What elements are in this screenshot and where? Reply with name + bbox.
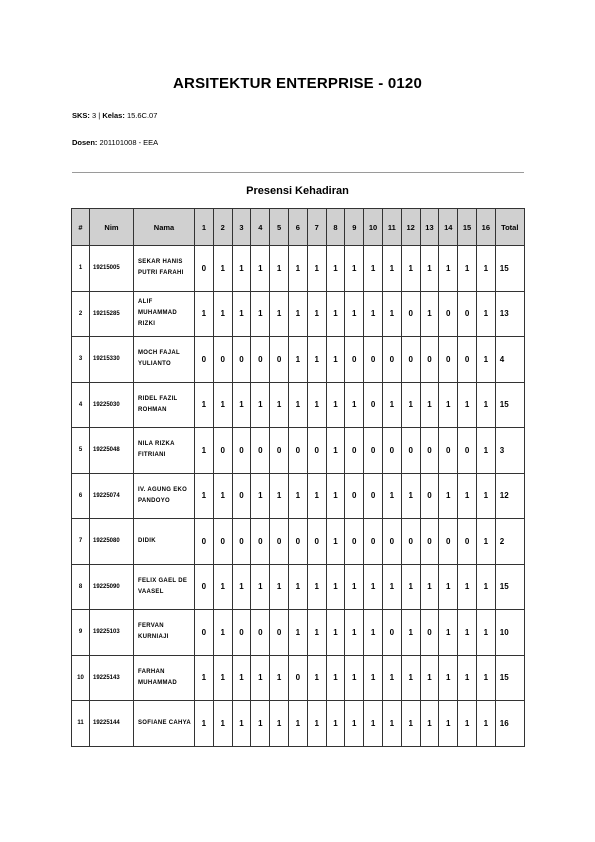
attendance-cell: 1 bbox=[307, 564, 326, 610]
student-nim: 19215285 bbox=[90, 291, 134, 337]
attendance-cell: 0 bbox=[270, 519, 289, 565]
attendance-cell: 1 bbox=[345, 701, 364, 747]
attendance-cell: 1 bbox=[307, 701, 326, 747]
attendance-cell: 1 bbox=[458, 610, 477, 656]
column-header: 10 bbox=[364, 209, 383, 246]
attendance-cell: 1 bbox=[458, 382, 477, 428]
attendance-cell: 0 bbox=[420, 610, 439, 656]
attendance-cell: 1 bbox=[364, 291, 383, 337]
attendance-cell: 1 bbox=[326, 701, 345, 747]
attendance-cell: 1 bbox=[288, 337, 307, 383]
attendance-total: 15 bbox=[495, 564, 524, 610]
attendance-cell: 1 bbox=[270, 382, 289, 428]
attendance-cell: 0 bbox=[251, 610, 270, 656]
attendance-total: 2 bbox=[495, 519, 524, 565]
column-header: 7 bbox=[307, 209, 326, 246]
attendance-cell: 0 bbox=[213, 428, 232, 474]
attendance-cell: 1 bbox=[213, 473, 232, 519]
column-header: 16 bbox=[476, 209, 495, 246]
attendance-cell: 1 bbox=[382, 655, 401, 701]
attendance-cell: 0 bbox=[382, 337, 401, 383]
attendance-cell: 1 bbox=[288, 246, 307, 292]
attendance-cell: 0 bbox=[382, 610, 401, 656]
attendance-cell: 1 bbox=[420, 291, 439, 337]
attendance-cell: 1 bbox=[420, 564, 439, 610]
table-row bbox=[72, 701, 525, 747]
attendance-cell: 0 bbox=[270, 428, 289, 474]
attendance-cell: 1 bbox=[458, 473, 477, 519]
attendance-cell: 0 bbox=[364, 428, 383, 474]
attendance-cell: 1 bbox=[307, 246, 326, 292]
attendance-cell: 1 bbox=[326, 519, 345, 565]
attendance-cell: 1 bbox=[307, 473, 326, 519]
column-header: 6 bbox=[288, 209, 307, 246]
attendance-cell: 1 bbox=[382, 473, 401, 519]
attendance-cell: 1 bbox=[251, 564, 270, 610]
attendance-cell: 1 bbox=[401, 473, 420, 519]
table-row bbox=[72, 519, 525, 565]
attendance-cell: 1 bbox=[195, 473, 214, 519]
column-header: 3 bbox=[232, 209, 251, 246]
attendance-cell: 1 bbox=[195, 382, 214, 428]
attendance-cell: 0 bbox=[420, 519, 439, 565]
column-header: # bbox=[72, 209, 90, 246]
attendance-cell: 1 bbox=[326, 564, 345, 610]
attendance-cell: 1 bbox=[345, 382, 364, 428]
attendance-cell: 0 bbox=[420, 428, 439, 474]
attendance-cell: 1 bbox=[364, 701, 383, 747]
column-header: Nim bbox=[90, 209, 134, 246]
attendance-cell: 1 bbox=[458, 701, 477, 747]
attendance-cell: 1 bbox=[326, 655, 345, 701]
attendance-cell: 1 bbox=[345, 564, 364, 610]
attendance-cell: 1 bbox=[476, 382, 495, 428]
attendance-cell: 1 bbox=[345, 246, 364, 292]
attendance-cell: 1 bbox=[251, 291, 270, 337]
table-row bbox=[72, 291, 525, 337]
table-body bbox=[72, 246, 525, 747]
student-nim: 19225048 bbox=[90, 428, 134, 474]
row-number: 11 bbox=[72, 701, 90, 747]
student-name: ALIF MUHAMMAD RIZKI bbox=[134, 291, 195, 337]
student-name: FELIX GAEL DE VAASEL bbox=[134, 564, 195, 610]
attendance-cell: 1 bbox=[270, 291, 289, 337]
attendance-total: 15 bbox=[495, 382, 524, 428]
table-row bbox=[72, 655, 525, 701]
attendance-cell: 1 bbox=[476, 564, 495, 610]
attendance-cell: 0 bbox=[345, 337, 364, 383]
attendance-cell: 1 bbox=[364, 564, 383, 610]
attendance-cell: 1 bbox=[270, 564, 289, 610]
attendance-cell: 1 bbox=[476, 428, 495, 474]
attendance-cell: 1 bbox=[401, 610, 420, 656]
attendance-cell: 1 bbox=[458, 246, 477, 292]
section-title: Presensi Kehadiran bbox=[246, 185, 349, 197]
column-header: 12 bbox=[401, 209, 420, 246]
attendance-cell: 1 bbox=[420, 246, 439, 292]
attendance-cell: 1 bbox=[326, 382, 345, 428]
attendance-cell: 1 bbox=[213, 564, 232, 610]
student-name: MOCH FAJAL YULIANTO bbox=[134, 337, 195, 383]
attendance-cell: 1 bbox=[476, 337, 495, 383]
student-nim: 19225080 bbox=[90, 519, 134, 565]
attendance-cell: 1 bbox=[476, 473, 495, 519]
attendance-cell: 0 bbox=[458, 519, 477, 565]
attendance-cell: 1 bbox=[288, 701, 307, 747]
attendance-cell: 0 bbox=[195, 337, 214, 383]
attendance-cell: 1 bbox=[326, 428, 345, 474]
attendance-cell: 0 bbox=[213, 337, 232, 383]
attendance-cell: 0 bbox=[232, 337, 251, 383]
attendance-cell: 1 bbox=[213, 610, 232, 656]
attendance-cell: 0 bbox=[458, 337, 477, 383]
attendance-cell: 1 bbox=[364, 246, 383, 292]
attendance-cell: 0 bbox=[251, 519, 270, 565]
attendance-cell: 0 bbox=[364, 382, 383, 428]
attendance-cell: 0 bbox=[382, 519, 401, 565]
attendance-cell: 1 bbox=[232, 246, 251, 292]
attendance-cell: 1 bbox=[476, 655, 495, 701]
column-header: 4 bbox=[251, 209, 270, 246]
attendance-cell: 1 bbox=[213, 246, 232, 292]
attendance-cell: 1 bbox=[195, 655, 214, 701]
attendance-cell: 1 bbox=[288, 291, 307, 337]
attendance-cell: 0 bbox=[232, 519, 251, 565]
attendance-cell: 1 bbox=[326, 337, 345, 383]
attendance-cell: 1 bbox=[476, 246, 495, 292]
attendance-cell: 1 bbox=[382, 291, 401, 337]
attendance-cell: 0 bbox=[195, 610, 214, 656]
attendance-cell: 0 bbox=[439, 337, 458, 383]
attendance-cell: 0 bbox=[270, 337, 289, 383]
attendance-cell: 1 bbox=[232, 291, 251, 337]
student-nim: 19215330 bbox=[90, 337, 134, 383]
attendance-cell: 0 bbox=[288, 519, 307, 565]
attendance-cell: 1 bbox=[401, 382, 420, 428]
student-name: DIDIK bbox=[134, 519, 195, 565]
table-row bbox=[72, 337, 525, 383]
sks-label: SKS: bbox=[72, 111, 90, 120]
attendance-cell: 1 bbox=[364, 610, 383, 656]
attendance-cell: 0 bbox=[232, 473, 251, 519]
attendance-cell: 0 bbox=[307, 428, 326, 474]
attendance-cell: 0 bbox=[251, 428, 270, 474]
page-title: ARSITEKTUR ENTERPRISE - 0120 bbox=[173, 75, 422, 92]
attendance-cell: 1 bbox=[288, 473, 307, 519]
attendance-cell: 1 bbox=[326, 473, 345, 519]
attendance-cell: 1 bbox=[195, 428, 214, 474]
attendance-cell: 1 bbox=[345, 655, 364, 701]
student-nim: 19225074 bbox=[90, 473, 134, 519]
attendance-cell: 0 bbox=[439, 519, 458, 565]
attendance-cell: 1 bbox=[195, 701, 214, 747]
student-nim: 19225103 bbox=[90, 610, 134, 656]
attendance-cell: 1 bbox=[476, 519, 495, 565]
attendance-cell: 0 bbox=[213, 519, 232, 565]
student-name: NILA RIZKA FITRIANI bbox=[134, 428, 195, 474]
attendance-cell: 0 bbox=[232, 428, 251, 474]
attendance-cell: 1 bbox=[476, 291, 495, 337]
attendance-cell: 1 bbox=[439, 701, 458, 747]
attendance-cell: 1 bbox=[382, 701, 401, 747]
row-number: 6 bbox=[72, 473, 90, 519]
separator: | bbox=[98, 111, 101, 120]
student-nim: 19215005 bbox=[90, 246, 134, 292]
student-name: RIDEL FAZIL ROHMAN bbox=[134, 382, 195, 428]
course-info bbox=[72, 111, 157, 120]
column-header: 13 bbox=[420, 209, 439, 246]
row-number: 10 bbox=[72, 655, 90, 701]
row-number: 1 bbox=[72, 246, 90, 292]
attendance-cell: 1 bbox=[232, 701, 251, 747]
attendance-cell: 0 bbox=[251, 337, 270, 383]
attendance-cell: 1 bbox=[251, 655, 270, 701]
attendance-cell: 0 bbox=[364, 519, 383, 565]
attendance-cell: 1 bbox=[401, 564, 420, 610]
attendance-cell: 1 bbox=[401, 701, 420, 747]
table-header-row bbox=[72, 209, 525, 246]
attendance-cell: 1 bbox=[326, 246, 345, 292]
attendance-table bbox=[71, 208, 525, 747]
dosen-label: Dosen: bbox=[72, 138, 98, 147]
attendance-cell: 1 bbox=[439, 382, 458, 428]
student-nim: 19225144 bbox=[90, 701, 134, 747]
attendance-cell: 1 bbox=[345, 291, 364, 337]
attendance-cell: 1 bbox=[270, 246, 289, 292]
attendance-cell: 1 bbox=[458, 655, 477, 701]
attendance-cell: 0 bbox=[439, 291, 458, 337]
sks-value: 3 bbox=[92, 111, 97, 120]
kelas-value: 15.6C.07 bbox=[126, 111, 158, 120]
column-header: Total bbox=[495, 209, 524, 246]
attendance-cell: 1 bbox=[476, 610, 495, 656]
attendance-cell: 1 bbox=[232, 655, 251, 701]
row-number: 9 bbox=[72, 610, 90, 656]
column-header: 2 bbox=[213, 209, 232, 246]
attendance-cell: 0 bbox=[364, 473, 383, 519]
attendance-cell: 0 bbox=[401, 428, 420, 474]
attendance-total: 13 bbox=[495, 291, 524, 337]
student-name: SOFIANE CAHYA bbox=[134, 701, 195, 747]
attendance-cell: 1 bbox=[213, 701, 232, 747]
attendance-cell: 1 bbox=[420, 701, 439, 747]
student-name: FARHAN MUHAMMAD bbox=[134, 655, 195, 701]
attendance-cell: 1 bbox=[458, 564, 477, 610]
divider bbox=[72, 172, 524, 173]
table-row bbox=[72, 246, 525, 292]
attendance-cell: 0 bbox=[439, 428, 458, 474]
attendance-cell: 1 bbox=[439, 473, 458, 519]
attendance-total: 16 bbox=[495, 701, 524, 747]
attendance-cell: 0 bbox=[401, 291, 420, 337]
attendance-cell: 0 bbox=[195, 246, 214, 292]
table-row bbox=[72, 564, 525, 610]
attendance-cell: 1 bbox=[307, 382, 326, 428]
row-number: 2 bbox=[72, 291, 90, 337]
table-row bbox=[72, 473, 525, 519]
attendance-cell: 0 bbox=[195, 519, 214, 565]
attendance-cell: 1 bbox=[270, 473, 289, 519]
kelas-label: Kelas: bbox=[102, 111, 125, 120]
attendance-cell: 0 bbox=[270, 610, 289, 656]
attendance-cell: 1 bbox=[251, 473, 270, 519]
attendance-cell: 0 bbox=[458, 291, 477, 337]
attendance-cell: 1 bbox=[364, 655, 383, 701]
attendance-cell: 1 bbox=[251, 382, 270, 428]
attendance-cell: 0 bbox=[364, 337, 383, 383]
attendance-cell: 0 bbox=[345, 519, 364, 565]
attendance-cell: 1 bbox=[420, 655, 439, 701]
column-header: 15 bbox=[458, 209, 477, 246]
row-number: 3 bbox=[72, 337, 90, 383]
attendance-cell: 0 bbox=[288, 428, 307, 474]
table-row bbox=[72, 382, 525, 428]
column-header: 5 bbox=[270, 209, 289, 246]
attendance-cell: 0 bbox=[420, 337, 439, 383]
row-number: 8 bbox=[72, 564, 90, 610]
attendance-cell: 1 bbox=[307, 610, 326, 656]
student-name: FERVAN KURNIAJI bbox=[134, 610, 195, 656]
attendance-cell: 1 bbox=[288, 610, 307, 656]
attendance-cell: 1 bbox=[382, 246, 401, 292]
student-nim: 19225030 bbox=[90, 382, 134, 428]
lecturer-info bbox=[72, 138, 158, 147]
attendance-cell: 1 bbox=[232, 564, 251, 610]
row-number: 4 bbox=[72, 382, 90, 428]
attendance-cell: 1 bbox=[401, 246, 420, 292]
attendance-total: 15 bbox=[495, 246, 524, 292]
attendance-cell: 1 bbox=[270, 701, 289, 747]
attendance-total: 4 bbox=[495, 337, 524, 383]
column-header: Nama bbox=[134, 209, 195, 246]
attendance-cell: 1 bbox=[307, 291, 326, 337]
student-nim: 19225143 bbox=[90, 655, 134, 701]
attendance-cell: 1 bbox=[401, 655, 420, 701]
attendance-cell: 0 bbox=[401, 337, 420, 383]
attendance-cell: 0 bbox=[307, 519, 326, 565]
attendance-cell: 1 bbox=[420, 382, 439, 428]
attendance-cell: 1 bbox=[213, 382, 232, 428]
attendance-cell: 0 bbox=[401, 519, 420, 565]
attendance-cell: 0 bbox=[345, 428, 364, 474]
attendance-cell: 1 bbox=[326, 291, 345, 337]
attendance-cell: 1 bbox=[476, 701, 495, 747]
attendance-cell: 1 bbox=[232, 382, 251, 428]
dosen-value: 201101008 - EEA bbox=[99, 138, 159, 147]
row-number: 7 bbox=[72, 519, 90, 565]
attendance-total: 3 bbox=[495, 428, 524, 474]
attendance-cell: 1 bbox=[288, 382, 307, 428]
row-number: 5 bbox=[72, 428, 90, 474]
student-nim: 19225090 bbox=[90, 564, 134, 610]
attendance-cell: 0 bbox=[232, 610, 251, 656]
attendance-cell: 1 bbox=[270, 655, 289, 701]
attendance-cell: 1 bbox=[213, 655, 232, 701]
attendance-cell: 0 bbox=[420, 473, 439, 519]
column-header: 9 bbox=[345, 209, 364, 246]
column-header: 8 bbox=[326, 209, 345, 246]
table-row bbox=[72, 610, 525, 656]
attendance-cell: 1 bbox=[307, 337, 326, 383]
table-row bbox=[72, 428, 525, 474]
attendance-cell: 1 bbox=[439, 655, 458, 701]
attendance-cell: 0 bbox=[382, 428, 401, 474]
attendance-cell: 1 bbox=[251, 701, 270, 747]
attendance-cell: 1 bbox=[382, 564, 401, 610]
attendance-cell: 0 bbox=[288, 655, 307, 701]
attendance-cell: 1 bbox=[439, 610, 458, 656]
attendance-cell: 1 bbox=[195, 291, 214, 337]
column-header: 1 bbox=[195, 209, 214, 246]
attendance-cell: 1 bbox=[345, 610, 364, 656]
attendance-cell: 1 bbox=[439, 246, 458, 292]
attendance-cell: 0 bbox=[458, 428, 477, 474]
attendance-cell: 1 bbox=[382, 382, 401, 428]
attendance-cell: 1 bbox=[213, 291, 232, 337]
column-header: 14 bbox=[439, 209, 458, 246]
attendance-cell: 0 bbox=[195, 564, 214, 610]
student-name: SEKAR HANIS PUTRI FARAHI bbox=[134, 246, 195, 292]
attendance-cell: 1 bbox=[251, 246, 270, 292]
attendance-cell: 1 bbox=[439, 564, 458, 610]
column-header: 11 bbox=[382, 209, 401, 246]
student-name: IV. AGUNG EKO PANDOYO bbox=[134, 473, 195, 519]
attendance-total: 10 bbox=[495, 610, 524, 656]
attendance-cell: 1 bbox=[326, 610, 345, 656]
attendance-total: 12 bbox=[495, 473, 524, 519]
attendance-cell: 0 bbox=[345, 473, 364, 519]
attendance-total: 15 bbox=[495, 655, 524, 701]
attendance-cell: 1 bbox=[307, 655, 326, 701]
attendance-cell: 1 bbox=[288, 564, 307, 610]
